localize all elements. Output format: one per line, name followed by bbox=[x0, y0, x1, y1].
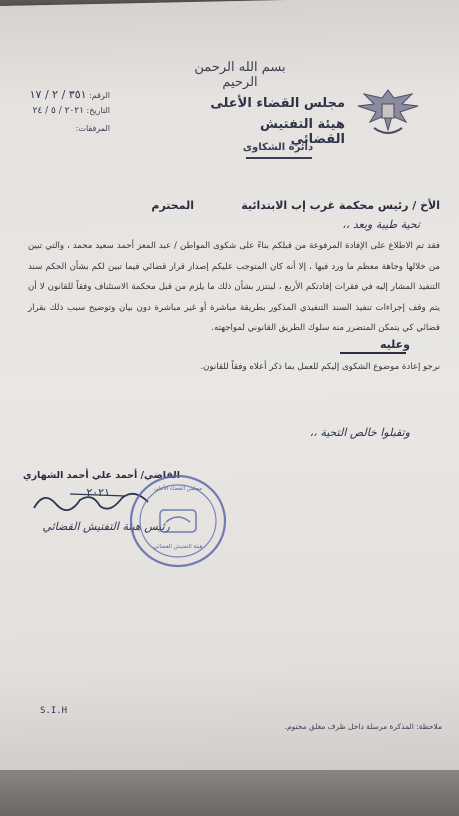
department-name: هيئة التفتيش القضائي bbox=[259, 117, 345, 147]
unit-name: دائرة الشكاوى bbox=[242, 142, 314, 153]
request-line: نرجو إعادة موضوع الشكوى إليكم للعمل بما ذكر أعلاه وفقاً للقانون. bbox=[200, 362, 440, 372]
date-label: التاريخ: bbox=[86, 106, 110, 115]
closing-line: وتقبلوا خالص التحية ،، bbox=[309, 426, 410, 439]
signature-date: ٢٠٢١ bbox=[86, 486, 110, 499]
ref-value: ٣٥١ / ٢ / ١٧ bbox=[29, 88, 87, 101]
greeting: تحية طيبة وبعد ،، bbox=[342, 218, 420, 231]
initials: S.I.H bbox=[40, 706, 68, 716]
attachments-label: المرفقات: bbox=[75, 124, 110, 133]
organization-name: مجلس القضاء الأعلى bbox=[210, 96, 345, 111]
addressee: الأخ / رئيس محكمة غرب إب الابتدائية bbox=[241, 199, 440, 212]
signer-name: القاضي/ أحمد علي أحمد الشهاري bbox=[22, 470, 180, 481]
letter-body: فقد تم الاطلاع على الإفادة المرفوعة من قبلكم بناءً على شكوى المواطن / عبد المعز أحمد سعيد محمد ، والتي تبين من خلالها وجاهة معظم ما ورد فيها ، إلا أنه كان المتوجب عليكم إصدار قرار قضائي فيما تبين لكم بشأن الحكم سند التنفيذ المشار إليه في فقرات إفادتكم الأربع ، لينتزر بشأن ذلك ما يلزم من قبل محكمة الاستئناف وفقاً للقانون لا أن يتم وقف إجراءات تنفيذ السند التنفيذي المذكور بطريقة مباشرة أو غير مباشرة دون بيان وتوضيح سبب ذلك بقرار قضائي كي يتمكن المتضرر منه سلوك الطريق القانوني لمواجهته. bbox=[28, 241, 440, 333]
unit-underline bbox=[246, 157, 312, 159]
stamp-inner-text: مجلس القضاء الأعلى bbox=[153, 486, 203, 492]
official-stamp bbox=[128, 472, 228, 570]
ref-row bbox=[15, 88, 110, 101]
footnote: ملاحظة: المذكرة مرسلة داخل ظرف مغلق مختوم. bbox=[284, 722, 442, 731]
wa-alayh-underline bbox=[340, 352, 406, 354]
date-row bbox=[15, 106, 110, 116]
attachments-row bbox=[15, 124, 110, 133]
stamp-outer-text: هيئة التفتيش القضائي bbox=[153, 544, 203, 550]
wa-alayh: وعليه bbox=[379, 338, 410, 351]
eagle-emblem-icon bbox=[354, 84, 422, 140]
basmala: بسم الله الرحمن الرحيم bbox=[194, 60, 286, 90]
date-value: ٢٠٢١ / ٥ / ٢٤ bbox=[32, 106, 84, 116]
ref-label: الرقم: bbox=[89, 91, 110, 100]
honorific: المحترم bbox=[151, 199, 194, 212]
background-bottom bbox=[0, 770, 459, 816]
signer-title: رئيس هيئة التفتيش القضائي bbox=[42, 520, 170, 533]
